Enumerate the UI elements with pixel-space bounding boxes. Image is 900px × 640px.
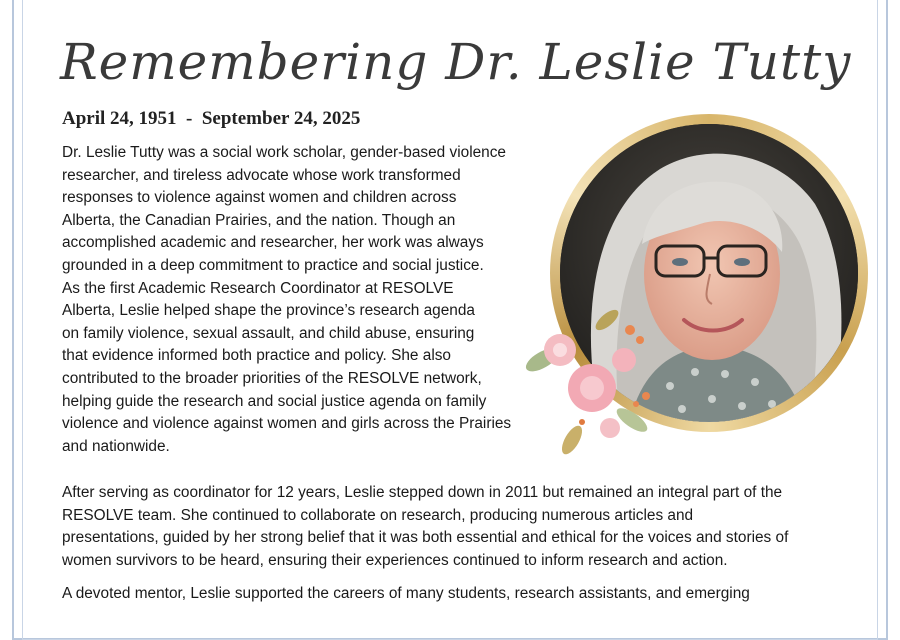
text-line: on family violence, sexual assault, and child abuse, ensuring [62, 324, 475, 342]
text-line: Alberta, the Canadian Prairies, and the nation. Though an [62, 211, 456, 229]
text-line: contributed to the broader priorities of the RESOLVE network, [62, 369, 482, 387]
text-line: women survivors to be heard, ensuring their experiences continued to inform research and action. [62, 551, 728, 569]
text-line: Dr. Leslie Tutty was a social work scholar, gender-based violence [62, 144, 506, 161]
text-line: Alberta, Leslie helped shape the province’s research agenda [62, 302, 475, 320]
paragraph-1 [62, 142, 562, 458]
death-date: September 24, 2025 [201, 108, 361, 129]
life-dates [62, 108, 360, 130]
floral-decoration [512, 300, 662, 460]
text-line: accomplished academic and researcher, her work was always [62, 234, 484, 252]
text-line: As the first Academic Research Coordinator at RESOLVE [62, 279, 454, 297]
text-line: that evidence informed both practice and policy. She also [62, 347, 451, 365]
paragraph-2 [62, 482, 852, 572]
birth-date: April 24, 1951 [62, 108, 177, 129]
text-line: grounded in a deep commitment to practice and social justice. [62, 256, 484, 274]
text-line: presentations, guided by her strong belief that it was both essential and ethical for the voices and stories of [62, 529, 789, 547]
text-line: responses to violence against women and children across [62, 189, 457, 207]
text-line: After serving as coordinator for 12 years, Leslie stepped down in 2011 but remained an integral part of the [62, 484, 783, 501]
text-line: RESOLVE team. She continued to collaborate on research, producing numerous articles and [62, 506, 694, 524]
text-line: and nationwide. [62, 437, 170, 455]
date-separator: - [186, 108, 193, 129]
text-line: researcher, and tireless advocate whose work transformed [62, 166, 461, 184]
text-line: helping guide the research and social justice agenda on family [62, 392, 487, 410]
paragraph-3: A devoted mentor, Leslie supported the careers of many students, research assistants, and emerging [62, 585, 750, 602]
page-title: Remembering Dr. Leslie Tutty [60, 33, 852, 91]
text-line: violence and violence against women and girls across the Prairies [62, 415, 512, 433]
